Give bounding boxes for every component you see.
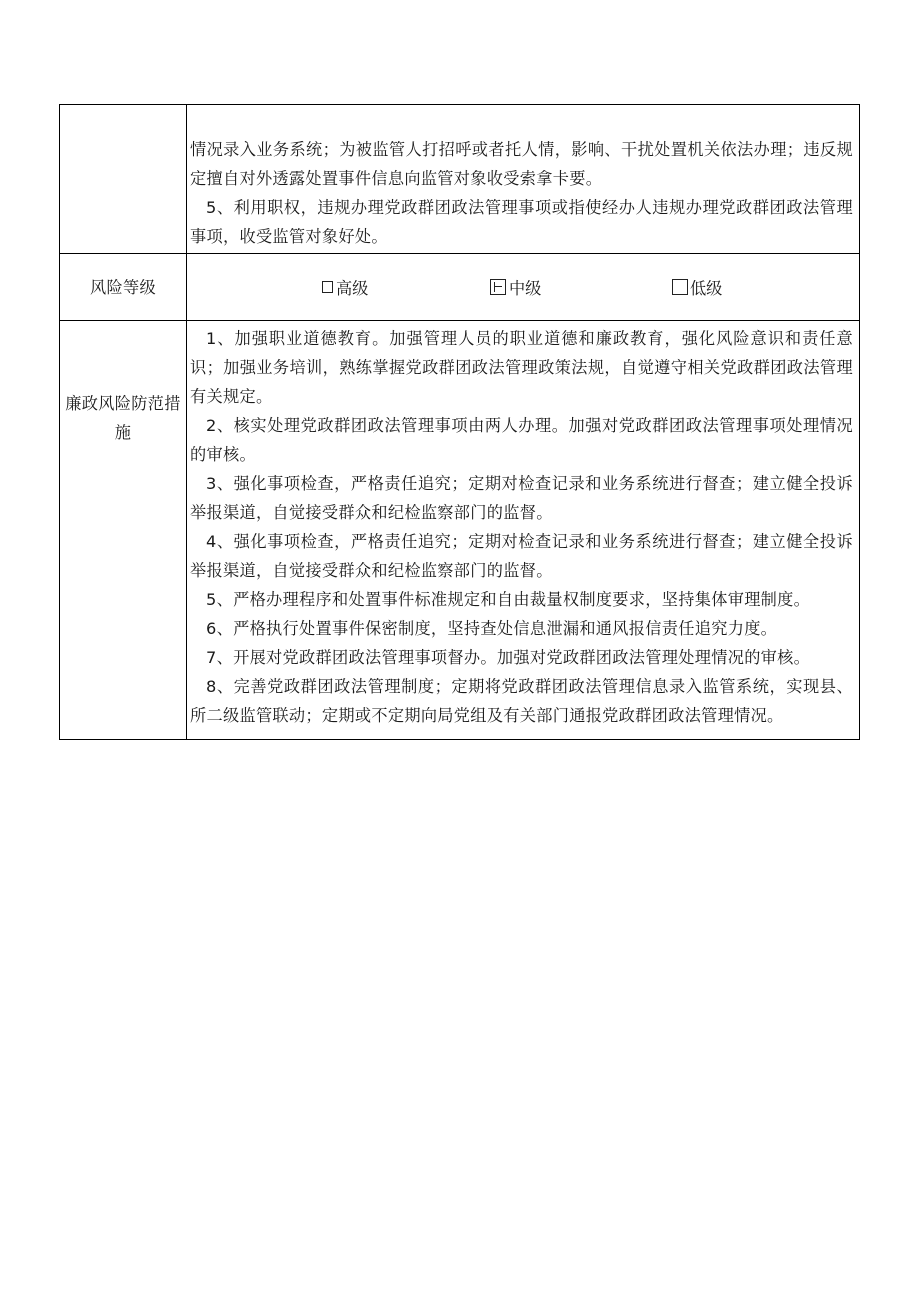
unchecked-box-icon bbox=[322, 281, 333, 293]
measure-item: 4、强化事项检查，严格责任追究；定期对检查记录和业务系统进行督查；建立健全投诉举报渠道，自觉接受群众和纪检监察部门的监督。 bbox=[190, 532, 853, 580]
measures-label bbox=[60, 321, 187, 740]
risk-control-table bbox=[59, 104, 860, 740]
risk-level-options bbox=[187, 254, 860, 321]
risk-level-label: 风险等级 bbox=[60, 254, 187, 321]
continued-paragraph: 5、利用职权，违规办理党政群团政法管理事项或指使经办人违规办理党政群团政法管理事项，收受监管对象好处。 bbox=[190, 198, 853, 246]
continued-label-cell bbox=[60, 105, 187, 254]
risk-option-low-label: 低级 bbox=[690, 279, 723, 298]
measure-item: 1、加强职业道德教育。加强管理人员的职业道德和廉政教育，强化风险意识和责任意识；加强业务培训，熟练掌握党政群团政法管理政策法规，自觉遵守相关党政群团政法管理有关规定。 bbox=[190, 329, 853, 406]
checked-box-icon bbox=[490, 279, 506, 295]
risk-option-high-label: 高级 bbox=[336, 279, 369, 298]
risk-option-high bbox=[322, 275, 368, 299]
measures-label-text: 廉政风险防范措施 bbox=[65, 394, 181, 442]
measure-item: 7、开展对党政群团政法管理事项督办。加强对党政群团政法管理处理情况的审核。 bbox=[206, 648, 811, 667]
continued-row bbox=[60, 105, 860, 254]
measure-item: 2、核实处理党政群团政法管理事项由两人办理。加强对党政群团政法管理事项处理情况的审核。 bbox=[190, 416, 853, 464]
risk-option-medium bbox=[490, 275, 541, 299]
measure-item: 5、严格办理程序和处置事件标准规定和自由裁量权制度要求，坚持集体审理制度。 bbox=[206, 590, 811, 609]
measure-item: 3、强化事项检查，严格责任追究；定期对检查记录和业务系统进行督查；建立健全投诉举报渠道，自觉接受群众和纪检监察部门的监督。 bbox=[190, 474, 853, 522]
risk-level-row bbox=[60, 254, 860, 321]
measures-row bbox=[60, 321, 860, 740]
unchecked-box-icon bbox=[672, 279, 688, 295]
risk-option-medium-label: 中级 bbox=[509, 279, 542, 298]
measure-item: 8、完善党政群团政法管理制度；定期将党政群团政法管理信息录入监管系统，实现县、所二级监管联动；定期或不定期向局党组及有关部门通报党政群团政法管理情况。 bbox=[190, 677, 853, 725]
continued-paragraph: 情况录入业务系统；为被监管人打招呼或者托人情，影响、干扰处置机关依法办理；违反规定擅自对外透露处置事件信息向监管对象收受索拿卡要。 bbox=[190, 140, 853, 188]
risk-option-low bbox=[672, 275, 722, 299]
measure-item: 6、严格执行处置事件保密制度，坚持查处信息泄漏和通风报信责任追究力度。 bbox=[206, 619, 778, 638]
measures-content-cell bbox=[187, 321, 860, 740]
continued-content-cell bbox=[187, 105, 860, 254]
